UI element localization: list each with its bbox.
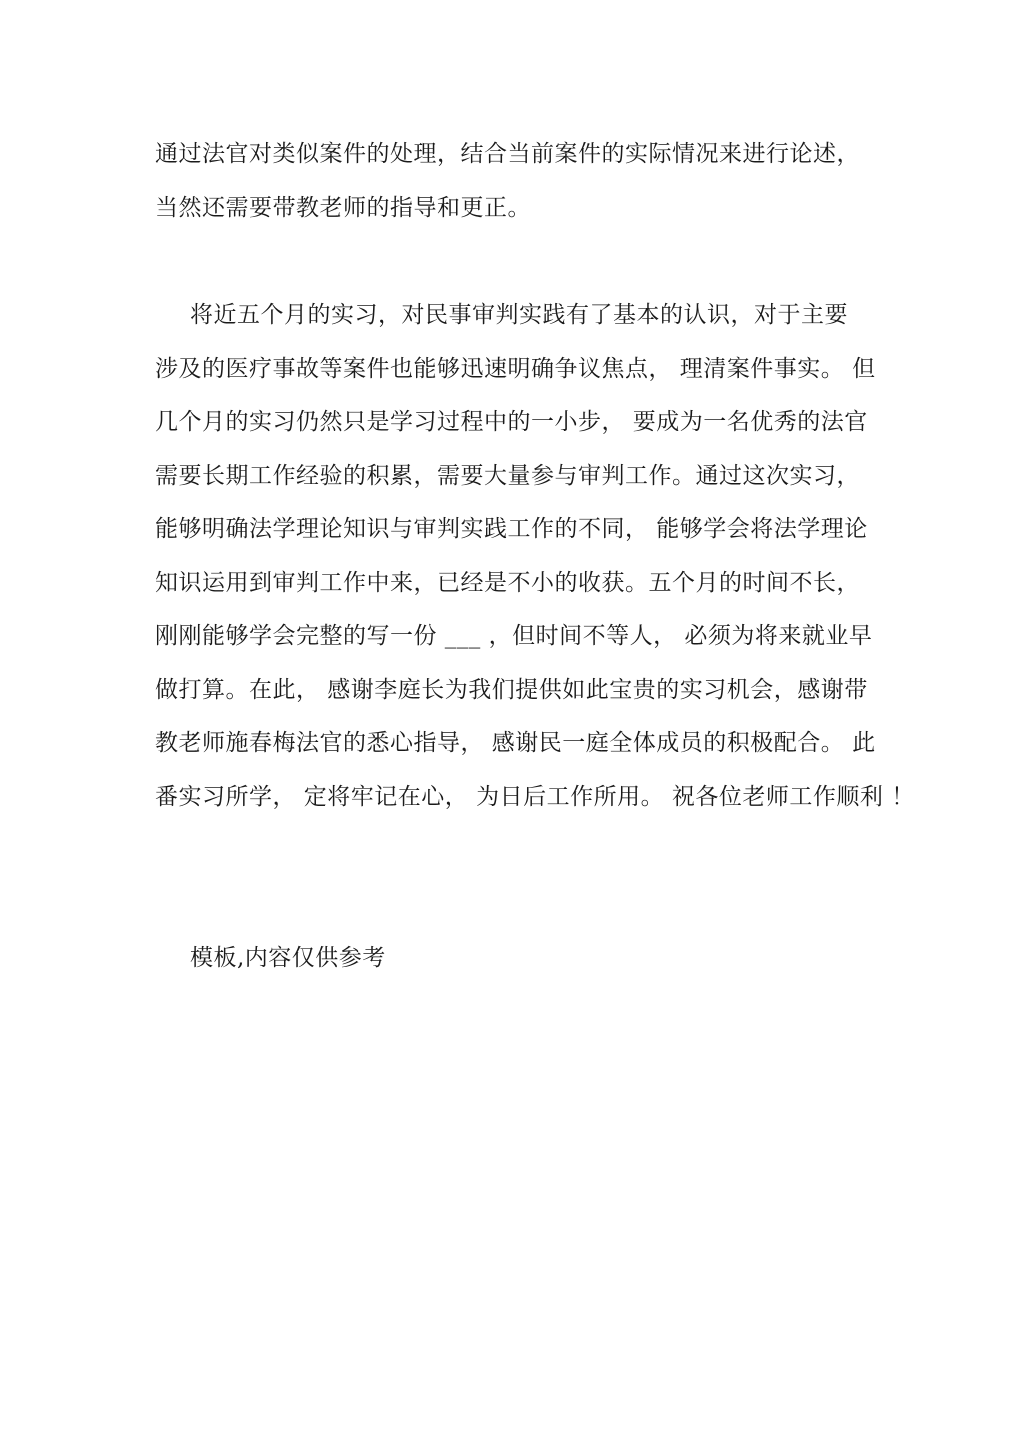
- template-note: 模板,内容仅供参考: [190, 945, 386, 971]
- paragraph2-line-10: 番实习所学， 定将牢记在心， 为日后工作所用。 祝各位老师工作顺利 ！: [155, 784, 915, 810]
- paragraph1-line-2: 当然还需要带教老师的指导和更正。: [155, 195, 531, 221]
- paragraph1-line-1: 通过法官对类似案件的处理，结合当前案件的实际情况来进行论述，: [155, 141, 860, 167]
- paragraph2-line-3: 几个月的实习仍然只是学习过程中的一小步， 要成为一名优秀的法官: [155, 409, 868, 435]
- paragraph2-line-9: 教老师施春梅法官的悉心指导， 感谢民一庭全体成员的积极配合。 此: [155, 730, 876, 756]
- paragraph2-line-1: 将近五个月的实习，对民事审判实践有了基本的认识，对于主要: [190, 302, 848, 328]
- paragraph2-line-6: 知识运用到审判工作中来，已经是不小的收获。五个月的时间不长，: [155, 570, 860, 596]
- paragraph2-line-8: 做打算。在此， 感谢李庭长为我们提供如此宝贵的实习机会，感谢带: [155, 677, 868, 703]
- paragraph2-line-2: 涉及的医疗事故等案件也能够迅速明确争议焦点， 理清案件事实。 但: [155, 356, 876, 382]
- paragraph2-line-7: 刚刚能够学会完整的写一份 ___ ，但时间不等人， 必须为将来就业早: [155, 623, 873, 649]
- paragraph2-line-5: 能够明确法学理论知识与审判实践工作的不同， 能够学会将法学理论: [155, 516, 868, 542]
- paragraph2-line-4: 需要长期工作经验的积累，需要大量参与审判工作。通过这次实习，: [155, 463, 860, 489]
